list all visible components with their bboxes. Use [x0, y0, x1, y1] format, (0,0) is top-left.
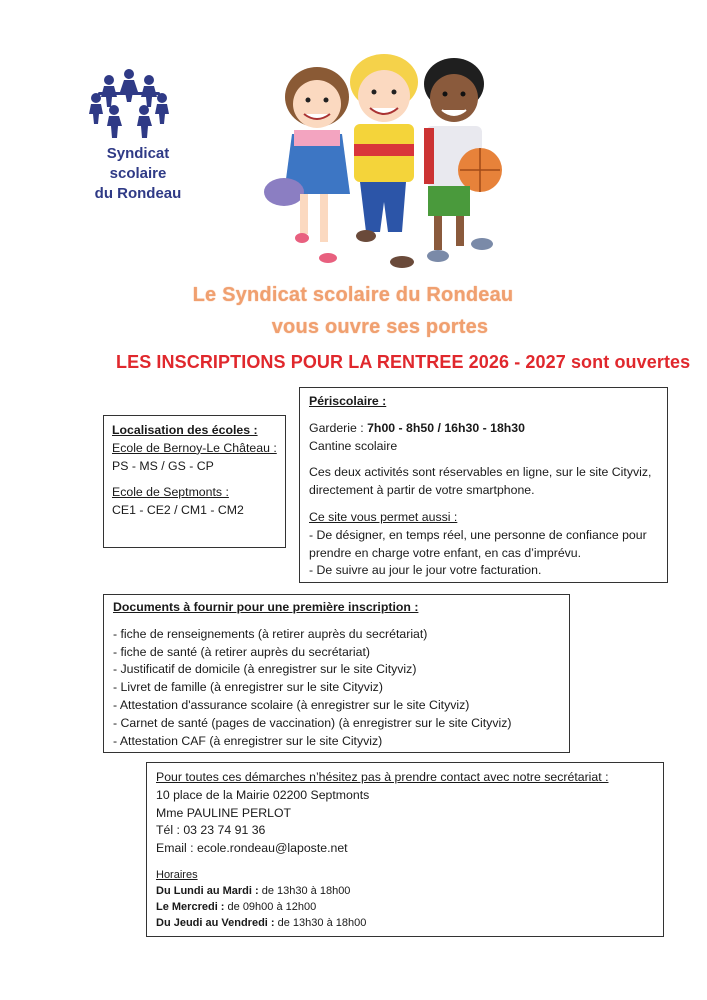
schools-location-box: [103, 415, 286, 548]
girl-figure: [264, 67, 350, 263]
garderie-hours: 7h00 - 8h50 / 16h30 - 18h30: [367, 420, 525, 435]
school2-classes: CE1 - CE2 / CM1 - CM2: [112, 503, 244, 518]
logo: [82, 68, 202, 204]
blond-boy-figure: [350, 54, 418, 268]
garderie-line: [309, 420, 658, 438]
heading-line2: vous ouvre ses portes: [271, 316, 489, 338]
hours-days: Du Lundi au Mardi :: [156, 884, 259, 897]
hours-days: Du Jeudi au Vendredi :: [156, 916, 275, 929]
list-item: - Attestation d'assurance scolaire (à enregistrer sur le site Cityviz): [113, 697, 470, 712]
hours-time: de 09h00 à 12h00: [224, 900, 317, 913]
children-illustration: [262, 52, 512, 274]
contact-email: Email : ecole.rondeau@laposte.net: [156, 841, 348, 856]
site-title: Ce site vous permet aussi :: [309, 509, 458, 524]
hours-row: [156, 883, 654, 899]
list-item: - Carnet de santé (pages de vaccination) (à enregistrer sur le site Cityviz): [113, 715, 512, 730]
heading-line1: Le Syndicat scolaire du Rondeau: [192, 284, 514, 306]
list-item: - Livret de famille (à enregistrer sur le site Cityviz): [113, 680, 383, 695]
documents-box: [103, 594, 570, 753]
cantine-text: Cantine scolaire: [309, 438, 398, 453]
children-circle-logo-icon: [84, 68, 174, 140]
location-title: Localisation des écoles :: [112, 423, 258, 437]
reservation-text: Ces deux activités sont réservables en ligne, sur le site Cityviz, directement à partir de votre smartphone.: [309, 465, 652, 498]
contact-address: 10 place de la Mairie 02200 Septmonts: [156, 787, 370, 802]
hours-days: Le Mercredi :: [156, 900, 225, 913]
periscolaire-title: Périscolaire :: [309, 394, 387, 408]
logo-name-line1: Syndicat scolaire: [106, 145, 170, 182]
school1-name: Ecole de Bernoy-Le Château :: [112, 440, 277, 455]
garderie-label: Garderie :: [309, 420, 368, 435]
registration-headline: LES INSCRIPTIONS POUR LA RENTREE 2026 - 2027 sont ouvertes: [116, 352, 691, 372]
hours-row: [156, 915, 654, 931]
contact-box: [146, 762, 664, 937]
list-item: - Justificatif de domicile (à enregistrer sur le site Cityviz): [113, 662, 417, 677]
site-item-2: - De suivre au jour le jour votre facturation.: [309, 563, 542, 578]
list-item: - Attestation CAF (à enregistrer sur le site Cityviz): [113, 733, 383, 748]
documents-title: Documents à fournir pour une première inscription :: [113, 600, 419, 614]
periscolaire-box: [299, 387, 668, 583]
hours-title: Horaires: [156, 868, 198, 881]
hours-time: de 13h30 à 18h00: [274, 916, 367, 929]
school1-classes: PS - MS / GS - CP: [112, 458, 214, 473]
contact-phone: Tél : 03 23 74 91 36: [156, 823, 266, 838]
list-item: - fiche de renseignements (à retirer auprès du secrétariat): [113, 626, 428, 641]
contact-person: Mme PAULINE PERLOT: [156, 805, 292, 820]
hours-time: de 13h30 à 18h00: [258, 884, 351, 897]
school2-name: Ecole de Septmonts :: [112, 485, 229, 500]
contact-title: Pour toutes ces démarches n’hésitez pas à prendre contact avec notre secrétariat :: [156, 770, 609, 784]
list-item: - fiche de santé (à retirer auprès du secrétariat): [113, 644, 370, 659]
hours-row: [156, 899, 654, 915]
site-item-1: - De désigner, en temps réel, une personne de confiance pour prendre en charge votre enfant, en cas d’imprévu.: [309, 527, 647, 560]
dark-hair-boy-figure: [424, 58, 502, 262]
logo-name-line2: du Rondeau: [94, 185, 182, 202]
